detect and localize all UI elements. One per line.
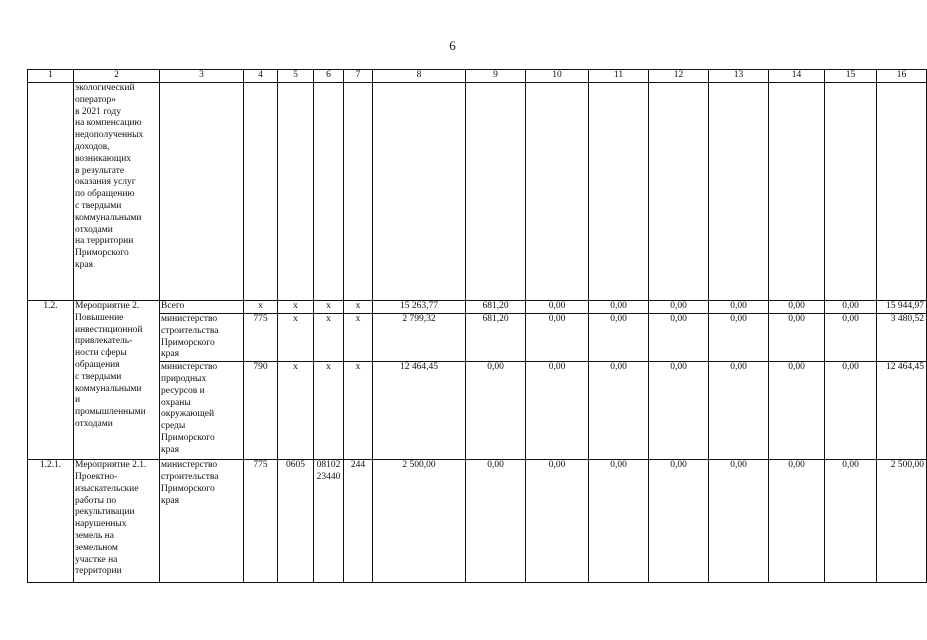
table-row-1-2-1 bbox=[28, 460, 927, 583]
cell-value: 0,00 bbox=[589, 301, 649, 314]
cell-value: 12 464,45 bbox=[373, 362, 466, 460]
column-header: 4 bbox=[244, 70, 278, 83]
cell-value: 0,00 bbox=[466, 362, 526, 460]
cell-value: 3 480,52 bbox=[877, 314, 927, 362]
cell-name: экологический оператор» в 2021 году на компенсацию недополученных доходов, возникающих в результате оказания услуг по обращению с твердыми коммунальными отходами на территории Приморского края bbox=[74, 83, 160, 301]
column-header: 13 bbox=[709, 70, 769, 83]
cell-value: 681,20 bbox=[466, 314, 526, 362]
cell-value: 0,00 bbox=[825, 314, 877, 362]
column-header: 2 bbox=[74, 70, 160, 83]
cell-grbs: 775 bbox=[244, 460, 278, 583]
cell-value: 0,00 bbox=[769, 314, 825, 362]
cell-org: министерство строительства Приморского края bbox=[160, 460, 244, 583]
cell-org: министерство строительства Приморского края bbox=[160, 314, 244, 362]
table-row-1-2-construction bbox=[28, 314, 927, 362]
column-header: 6 bbox=[314, 70, 344, 83]
cell-value: 15 263,77 bbox=[373, 301, 466, 314]
cell-expense-type: 244 bbox=[344, 460, 373, 583]
column-header: 5 bbox=[278, 70, 314, 83]
cell-value: 0,00 bbox=[825, 362, 877, 460]
cell-value: 2 500,00 bbox=[877, 460, 927, 583]
cell-value: 0,00 bbox=[825, 301, 877, 314]
cell-value: 2 799,32 bbox=[373, 314, 466, 362]
cell bbox=[526, 83, 589, 301]
column-header: 16 bbox=[877, 70, 927, 83]
cell-target: x bbox=[314, 314, 344, 362]
cell-value: 0,00 bbox=[526, 301, 589, 314]
cell-number bbox=[28, 83, 74, 301]
cell-target: x bbox=[314, 301, 344, 314]
budget-table bbox=[27, 69, 927, 583]
column-header: 8 bbox=[373, 70, 466, 83]
cell-section: x bbox=[278, 301, 314, 314]
column-header: 15 bbox=[825, 70, 877, 83]
cell-section: 0605 bbox=[278, 460, 314, 583]
header-row bbox=[28, 70, 927, 83]
cell bbox=[589, 83, 649, 301]
cell-expense-type: x bbox=[344, 362, 373, 460]
cell-value: 0,00 bbox=[709, 362, 769, 460]
cell-value: 0,00 bbox=[649, 314, 709, 362]
cell bbox=[466, 83, 526, 301]
cell bbox=[825, 83, 877, 301]
cell-name: Мероприятие 2. Повышение инвестиционной привлекатель- ности сферы обращения с твердыми коммунальными и промышленными отходами bbox=[74, 301, 160, 460]
cell-value: 0,00 bbox=[589, 460, 649, 583]
cell bbox=[278, 83, 314, 301]
cell-section: x bbox=[278, 362, 314, 460]
cell bbox=[314, 83, 344, 301]
cell-value: 0,00 bbox=[649, 362, 709, 460]
cell-value: 0,00 bbox=[709, 314, 769, 362]
cell-grbs: x bbox=[244, 301, 278, 314]
cell bbox=[373, 83, 466, 301]
cell-value: 2 500,00 bbox=[373, 460, 466, 583]
cell-grbs: 790 bbox=[244, 362, 278, 460]
table-row-1-2-natural-resources bbox=[28, 362, 927, 460]
cell-number: 1.2. bbox=[28, 301, 74, 460]
cell-section: x bbox=[278, 314, 314, 362]
cell-value: 0,00 bbox=[769, 362, 825, 460]
cell-grbs: 775 bbox=[244, 314, 278, 362]
cell-value: 0,00 bbox=[649, 301, 709, 314]
table-row-continuation bbox=[28, 83, 927, 301]
cell bbox=[649, 83, 709, 301]
column-header: 1 bbox=[28, 70, 74, 83]
cell bbox=[344, 83, 373, 301]
cell-value: 0,00 bbox=[649, 460, 709, 583]
table-row-1-2-total bbox=[28, 301, 927, 314]
column-header: 7 bbox=[344, 70, 373, 83]
cell-value: 15 944,97 bbox=[877, 301, 927, 314]
cell-number: 1.2.1. bbox=[28, 460, 74, 583]
column-header: 9 bbox=[466, 70, 526, 83]
column-header: 11 bbox=[589, 70, 649, 83]
cell-expense-type: x bbox=[344, 314, 373, 362]
cell-value: 0,00 bbox=[825, 460, 877, 583]
cell-value: 0,00 bbox=[466, 460, 526, 583]
cell-value: 0,00 bbox=[526, 314, 589, 362]
cell-target: x bbox=[314, 362, 344, 460]
cell-value: 681,20 bbox=[466, 301, 526, 314]
column-header: 3 bbox=[160, 70, 244, 83]
cell bbox=[877, 83, 927, 301]
cell bbox=[709, 83, 769, 301]
cell-value: 0,00 bbox=[709, 460, 769, 583]
cell-value: 0,00 bbox=[589, 314, 649, 362]
cell-target: 08102 23440 bbox=[314, 460, 344, 583]
cell-value: 0,00 bbox=[526, 460, 589, 583]
cell-name: Мероприятие 2.1. Проектно- изыскательские работы по рекультивации нарушенных земель на земельном участке на территории bbox=[74, 460, 160, 583]
cell-value: 0,00 bbox=[589, 362, 649, 460]
page-number: 6 bbox=[449, 38, 456, 53]
cell-value: 0,00 bbox=[769, 301, 825, 314]
cell-org: министерство природных ресурсов и охраны окружающей среды Приморского края bbox=[160, 362, 244, 460]
column-header: 12 bbox=[649, 70, 709, 83]
cell-value: 0,00 bbox=[769, 460, 825, 583]
cell bbox=[244, 83, 278, 301]
cell-value: 0,00 bbox=[526, 362, 589, 460]
cell-value: 12 464,45 bbox=[877, 362, 927, 460]
cell-value: 0,00 bbox=[709, 301, 769, 314]
cell bbox=[769, 83, 825, 301]
cell-org: Всего bbox=[160, 301, 244, 314]
cell-org bbox=[160, 83, 244, 301]
column-header: 14 bbox=[769, 70, 825, 83]
cell-expense-type: x bbox=[344, 301, 373, 314]
column-header: 10 bbox=[526, 70, 589, 83]
